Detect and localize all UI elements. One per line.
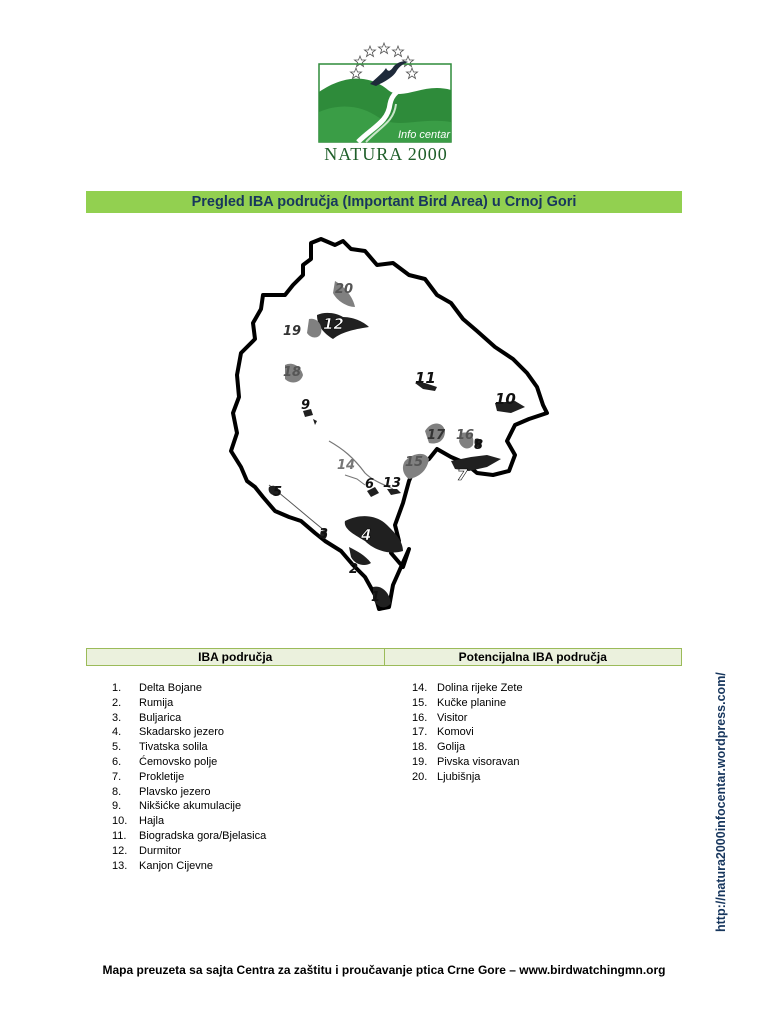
list-item: 20. Ljubišnja <box>412 770 481 783</box>
list-item: 14. Dolina rijeke Zete <box>412 682 523 694</box>
list-item: 5. Tivatska solila <box>112 741 208 754</box>
list-item: 2. Rumija <box>112 696 174 709</box>
eagle-icon <box>370 61 408 86</box>
list-item: 15. Kučke planine <box>412 696 507 709</box>
map-label-11: 11 <box>415 369 436 387</box>
list-item: 7. Prokletije <box>112 770 185 783</box>
map-label-1: 1 <box>371 590 381 605</box>
blog-url-link[interactable]: http://natura2000infocentar.wordpress.com/ <box>714 672 728 932</box>
iba-column-header: IBA područja <box>198 650 273 664</box>
montenegro-outline <box>231 239 547 609</box>
list-item: 13. Kanjon Cijevne <box>112 859 213 872</box>
map-label-12: 12 <box>323 315 344 333</box>
map-label-19: 19 <box>283 324 302 339</box>
map-label-20: 20 <box>335 282 354 297</box>
map-label-4: 4 <box>361 526 372 544</box>
list-item: 4. Skadarsko jezero <box>112 726 224 739</box>
map-label-5: 5 <box>273 485 283 500</box>
map-label-8: 8 <box>474 438 484 453</box>
map-label-14: 14 <box>337 458 356 473</box>
map-label-6: 6 <box>365 477 375 492</box>
list-item: 18. Golija <box>412 741 466 754</box>
map-label-9: 9 <box>301 398 311 413</box>
list-item: 9. Nikšićke akumulacije <box>112 800 242 813</box>
list-item: 10. Hajla <box>112 815 165 828</box>
list-item: 12. Durmitor <box>112 844 182 857</box>
list-item: 1. Delta Bojane <box>112 682 202 694</box>
list-item: 3. Buljarica <box>112 711 182 724</box>
list-item: 11. Biogradska gora/Bjelasica <box>112 829 267 842</box>
map-label-7: 7 <box>457 466 468 484</box>
iba-table-header <box>86 648 682 666</box>
source-footer: Mapa preuzeta sa sajta Centra za zaštitu i proučavanje ptica Crne Gore – www.birdwatchingmn.org <box>102 963 666 977</box>
list-item: 6. Ćemovsko polje <box>112 755 218 768</box>
map-label-15: 15 <box>405 455 424 470</box>
list-item: 17. Komovi <box>412 726 474 739</box>
map-label-18: 18 <box>283 365 302 380</box>
page-title: Pregled IBA područja (Important Bird Area) u Crnoj Gori <box>86 191 682 213</box>
map-label-3: 3 <box>319 527 329 542</box>
list-item: 16. Visitor <box>412 711 468 724</box>
map-label-2: 2 <box>349 562 359 577</box>
map-label-13: 13 <box>383 476 402 491</box>
potential-iba-column-header: Potencijalna IBA područja <box>384 649 682 665</box>
logo-caption: Info centar <box>398 129 450 141</box>
iba-map <box>225 235 565 620</box>
logo-wordmark: NATURA 2000 <box>324 144 448 164</box>
iba-list <box>112 681 266 873</box>
potential-iba-list <box>412 681 523 785</box>
list-item: 8. Plavsko jezero <box>112 785 211 798</box>
natura-2000-logo <box>318 42 454 164</box>
list-item: 19. Pivska visoravan <box>412 755 520 768</box>
map-label-16: 16 <box>456 428 475 443</box>
map-label-17: 17 <box>427 428 446 443</box>
map-label-10: 10 <box>495 390 516 408</box>
